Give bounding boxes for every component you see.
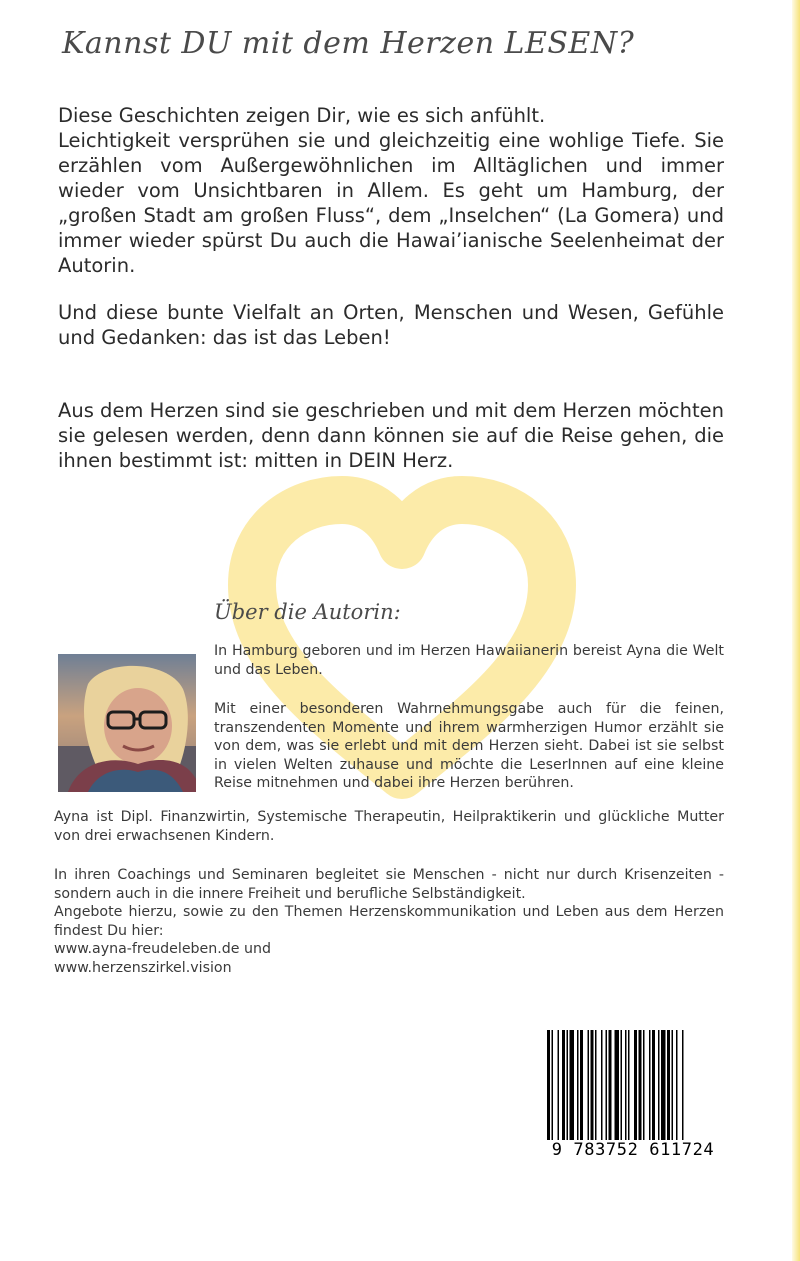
barcode-bar [625, 1030, 627, 1142]
author-bio-intro-text: In Hamburg geboren und im Herzen Hawaiianerin bereist Ayna die Welt und das Leben. [214, 643, 724, 678]
barcode-bar [643, 1030, 645, 1142]
barcode-bar [658, 1030, 660, 1142]
website-link-1[interactable]: www.ayna-freudeleben.de und [54, 941, 272, 957]
third-paragraph-text: Aus dem Herzen sind sie geschrieben und mit dem Herzen möchten sie gelesen werden, denn dann können sie auf die Reise gehen, die ihnen bestimmt ist: mitten in DEIN Herz. [58, 399, 724, 472]
intro-text: Leichtigkeit versprühen sie und gleichzeitig eine wohlige Tiefe. Sie erzählen vom Außergewöhnlichen im Alltäglichen und immer wieder vom Unsichtbaren in Allem. Es geht um Hamburg, der „großen Stadt am großen Fluss“, dem „Inselchen“ (La Gomera) und immer wieder spürst Du auch die Hawai’ianische Seelenheimat der Autorin. [58, 129, 724, 277]
isbn-number: 9 783752 611724 [541, 1140, 725, 1160]
second-paragraph [58, 300, 724, 350]
barcode-bar [628, 1030, 630, 1142]
second-paragraph-text: Und diese bunte Vielfalt an Orten, Menschen und Wesen, Gefühle und Gedanken: das ist das Leben! [58, 301, 724, 349]
barcode-bar [570, 1030, 575, 1142]
author-bio-intro [214, 642, 724, 679]
barcode-bar [595, 1030, 597, 1142]
barcode-bar [649, 1030, 651, 1142]
barcode-bar [682, 1030, 684, 1142]
author-bio-details-text: Mit einer besonderen Wahrnehmungsgabe auch für die feinen, transzendenten Momente und ihrem warmherzigen Humor erzählt sie von dem, was sie erlebt und mit dem Herzen sieht. Dabei ist sie selbst in vielen Welten zuhause und möchte die LeserInnen auf eine kleine Reise mitnehmen und dabei ihre Herzen berühren. [214, 701, 724, 791]
barcode-bar [601, 1030, 603, 1142]
third-paragraph [58, 398, 724, 473]
barcode-bar [661, 1030, 666, 1142]
barcode-bar [552, 1030, 554, 1142]
barcode-bar [652, 1030, 655, 1142]
barcode-bar [609, 1030, 612, 1142]
barcode-bar [639, 1030, 642, 1142]
cover-title: Kannst DU mit dem Herzen LESEN? [62, 26, 635, 61]
author-offers [54, 866, 724, 977]
yellow-edge [792, 0, 800, 1261]
barcode-bar [591, 1030, 594, 1142]
intro-line: Diese Geschichten zeigen Dir, wie es sich anfühlt. [58, 104, 546, 127]
barcode-bar [667, 1030, 670, 1142]
about-heading: Über die Autorin: [214, 600, 401, 624]
author-offers-text: In ihren Coachings und Seminaren begleitet sie Menschen - nicht nur durch Krisenzeiten - sondern auch in die innere Freiheit und berufliche Selbständigkeit. [54, 867, 724, 902]
barcode-bar [567, 1030, 569, 1142]
website-link-2[interactable]: www.herzenszirkel.vision [54, 959, 232, 976]
barcode-bar [676, 1030, 678, 1142]
barcode-bar [621, 1030, 623, 1142]
author-photo [58, 654, 196, 792]
barcode-bar [558, 1030, 560, 1142]
barcode-bar [634, 1030, 637, 1142]
author-profession-text: Ayna ist Dipl. Finanzwirtin, Systemische Therapeutin, Heilpraktikerin und glückliche Mutter von drei erwachsenen Kindern. [54, 809, 724, 844]
barcode-bar [588, 1030, 590, 1142]
author-bio-details [214, 700, 724, 793]
author-portrait-image [58, 654, 196, 792]
barcode-bar [547, 1030, 550, 1142]
barcode-bar [672, 1030, 674, 1142]
barcode-bar [580, 1030, 583, 1142]
barcode-bar [606, 1030, 608, 1142]
barcode-bar [562, 1030, 565, 1142]
author-offers-info: Angebote hierzu, sowie zu den Themen Herzenskommunikation und Leben aus dem Herzen findest Du hier: [54, 904, 724, 939]
barcode-bar [577, 1030, 579, 1142]
author-profession [54, 808, 724, 845]
barcode-bar [615, 1030, 620, 1142]
intro-paragraph [58, 103, 724, 278]
